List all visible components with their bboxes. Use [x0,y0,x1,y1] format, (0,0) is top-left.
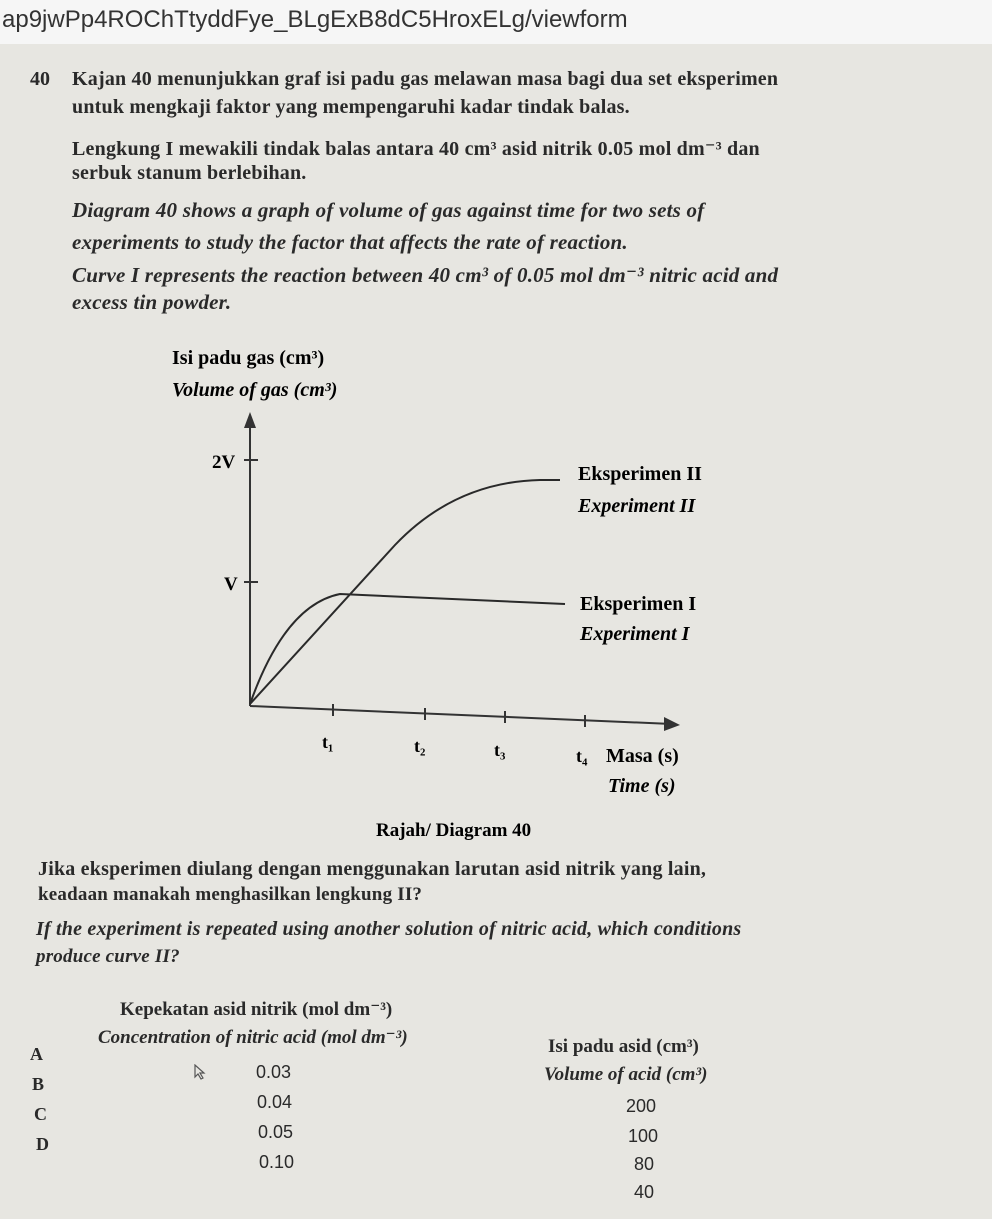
label-curve-ii-english: Experiment II [578,495,696,517]
x-axis-label-english: Time (s) [608,775,676,797]
malay-curve-line-1: Lengkung I mewakili tindak balas antara 40 cm³ asid nitrik 0.05 mol dm⁻³ dan [72,138,760,160]
y-axis-label-english: Volume of gas (cm³) [172,379,338,401]
english-intro-line-2: experiments to study the factor that affects the rate of reaction. [72,230,628,254]
x-tick-label-t3: t₃ [494,740,506,760]
header-volume-english: Volume of acid (cm³) [544,1064,708,1085]
option-d-concentration: 0.10 [259,1152,295,1172]
option-b-letter[interactable]: B [32,1074,45,1094]
y-tick-label-2v: 2V [212,452,236,473]
option-c-volume: 80 [634,1154,655,1174]
option-c-letter[interactable]: C [34,1104,47,1124]
cursor-arrow-icon [194,1064,206,1080]
option-d-letter[interactable]: D [36,1134,49,1154]
option-d-volume: 40 [634,1182,655,1202]
english-curve-line-1: Curve I represents the reaction between 40 cm³ of 0.05 mol dm⁻³ nitric acid and [72,263,779,287]
option-a-letter[interactable]: A [30,1044,43,1064]
option-b-volume: 100 [628,1126,659,1146]
curve-experiment-ii [250,480,560,704]
option-a-concentration: 0.03 [256,1062,292,1082]
header-concentration-malay: Kepekatan asid nitrik (mol dm⁻³) [120,999,393,1020]
x-axis-label-malay: Masa (s) [606,745,679,767]
y-axis-label-malay: Isi padu gas (cm³) [172,347,325,369]
x-tick-label-t2: t₂ [414,736,426,756]
x-tick-label-t4: t₄ [576,746,588,766]
label-curve-i-english: Experiment I [580,623,690,645]
question-number: 40 [30,68,50,90]
malay-curve-line-2: serbuk stanum berlebihan. [72,162,307,184]
malay-intro-line-1: Kajan 40 menunjukkan graf isi padu gas melawan masa bagi dua set eksperimen [72,68,779,90]
option-c-concentration: 0.05 [258,1122,294,1142]
header-volume-malay: Isi padu asid (cm³) [548,1036,699,1057]
diagram-caption: Rajah/ Diagram 40 [376,820,532,841]
curve-experiment-i [250,594,565,704]
x-axis-arrow [664,717,680,731]
option-a-volume: 200 [626,1096,657,1116]
y-axis-arrow [244,412,256,428]
label-curve-i-malay: Eksperimen I [580,593,697,615]
english-question-line-1: If the experiment is repeated using another solution of nitric acid, which conditions [36,918,742,940]
url-text[interactable]: ap9jwPp4ROChTtyddFye_BLgExB8dC5HroxELg/viewform [2,6,628,33]
option-b-concentration: 0.04 [257,1092,293,1112]
english-curve-line-2: excess tin powder. [72,290,232,314]
x-tick-label-t1: t₁ [322,732,334,752]
malay-intro-line-2: untuk mengkaji faktor yang mempengaruhi kadar tindak balas. [72,96,630,118]
header-concentration-english: Concentration of nitric acid (mol dm⁻³) [98,1027,408,1048]
english-question-line-2: produce curve II? [36,946,180,967]
x-axis-line [250,706,672,724]
malay-question-line-1: Jika eksperimen diulang dengan menggunakan larutan asid nitrik yang lain, [38,858,707,880]
english-intro-line-1: Diagram 40 shows a graph of volume of gas against time for two sets of [72,198,705,222]
y-tick-label-v: V [224,574,238,595]
label-curve-ii-malay: Eksperimen II [578,463,702,485]
malay-question-line-2: keadaan manakah menghasilkan lengkung II? [38,884,423,905]
